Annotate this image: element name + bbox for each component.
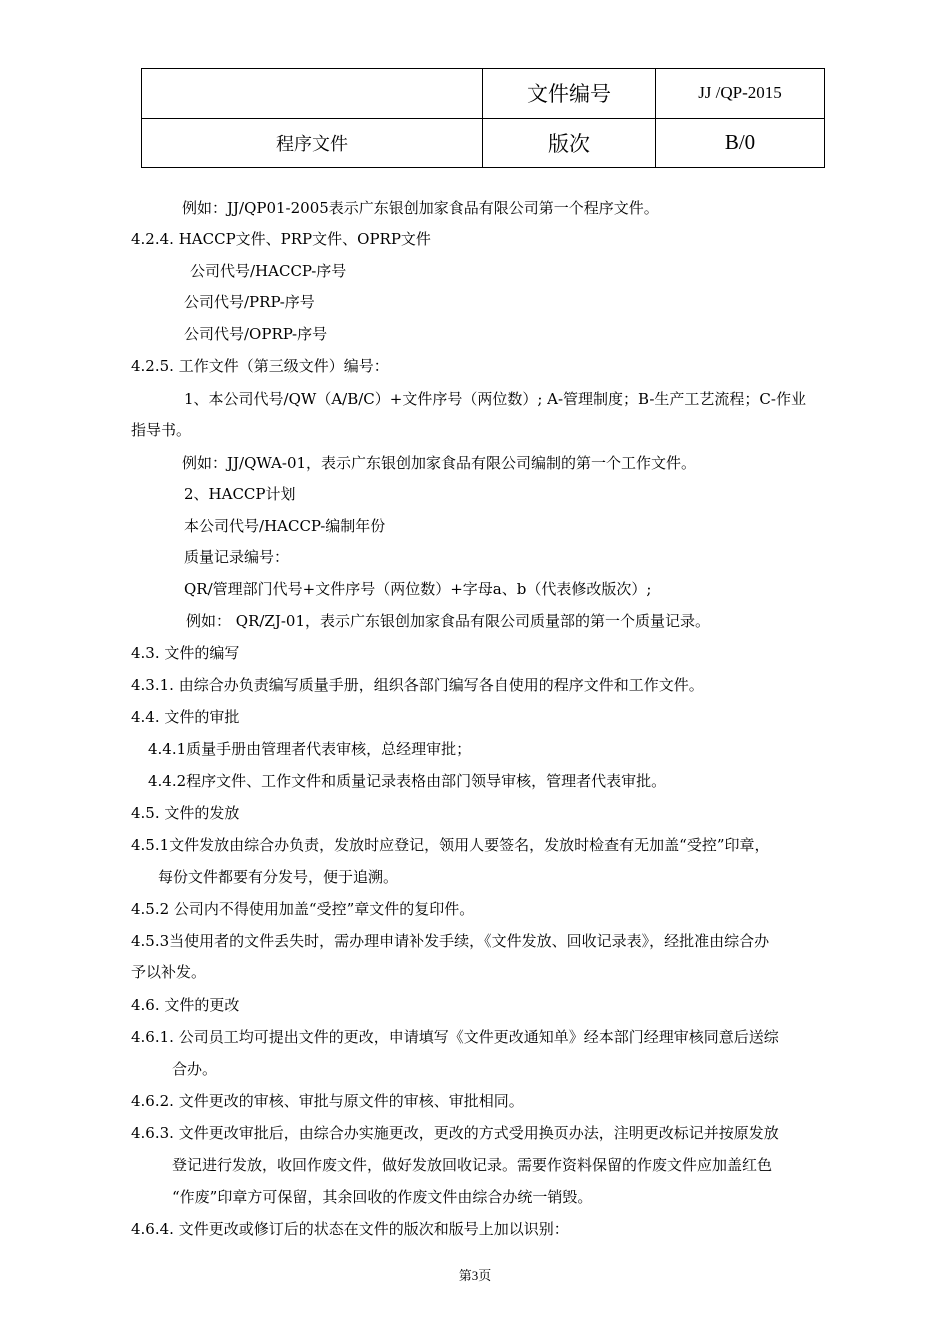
body-line: 登记进行发放，收回作废文件，做好发放回收记录。需要作资料保留的作废文件应加盖红色 bbox=[172, 1156, 773, 1174]
page-number: 第3页 bbox=[458, 1268, 492, 1283]
body-line: 例如：JJ/QWA-01，表示广东银创加家食品有限公司编制的第一个工作文件。 bbox=[182, 454, 697, 472]
document-header-table bbox=[141, 68, 825, 168]
body-line: 公司代号/OPRP-序号 bbox=[184, 325, 328, 343]
body-line: 4.5.1文件发放由综合办负责，发放时应登记，领用人要签名，发放时检查有无加盖“受控”印章， bbox=[131, 836, 770, 854]
body-line: 指导书。 bbox=[131, 421, 192, 439]
body-line: 4.6.4. 文件更改或修订后的状态在文件的版次和版号上加以识别： bbox=[131, 1220, 569, 1238]
section-heading: 4.2.4. HACCP文件、PRP文件、OPRP文件 bbox=[131, 230, 431, 248]
doc-type-cell: 程序文件 bbox=[142, 118, 483, 168]
body-line: 4.6.1. 公司员工均可提出文件的更改，申请填写《文件更改通知单》经本部门经理审核同意后送综 bbox=[131, 1028, 779, 1046]
body-line: 公司代号/HACCP-序号 bbox=[190, 262, 347, 280]
header-blank-cell bbox=[142, 69, 483, 119]
section-heading: 4.5. 文件的发放 bbox=[131, 804, 240, 822]
doc-number-label: 文件编号 bbox=[483, 69, 656, 119]
body-line: 例如：JJ/QP01-2005表示广东银创加家食品有限公司第一个程序文件。 bbox=[182, 199, 659, 217]
section-heading: 4.3. 文件的编写 bbox=[131, 644, 240, 662]
doc-number-value: JJ /QP-2015 bbox=[656, 69, 825, 119]
body-line: “作废”印章方可保留，其余回收的作废文件由综合办统一销毁。 bbox=[172, 1188, 593, 1206]
body-line: 本公司代号/HACCP-编制年份 bbox=[184, 517, 386, 535]
body-line: 4.4.2程序文件、工作文件和质量记录表格由部门领导审核，管理者代表审批。 bbox=[148, 772, 667, 790]
section-heading: 4.4. 文件的审批 bbox=[131, 708, 240, 726]
body-line: 4.6.2. 文件更改的审核、审批与原文件的审核、审批相同。 bbox=[131, 1092, 524, 1110]
section-heading: 4.6. 文件的更改 bbox=[131, 996, 240, 1014]
body-line: QR/管理部门代号+文件序号（两位数）+字母a、b（代表修改版次）; bbox=[184, 580, 652, 598]
body-line: 例如： QR/ZJ-01，表示广东银创加家食品有限公司质量部的第一个质量记录。 bbox=[186, 612, 711, 630]
body-line: 4.3.1. 由综合办负责编写质量手册，组织各部门编写各自使用的程序文件和工作文件。 bbox=[131, 676, 704, 694]
body-line: 公司代号/PRP-序号 bbox=[184, 293, 315, 311]
version-value: B/0 bbox=[656, 118, 825, 168]
body-line: 4.6.3. 文件更改审批后，由综合办实施更改，更改的方式受用换页办法，注明更改标记并按原发放 bbox=[131, 1124, 779, 1142]
header-row-2 bbox=[142, 118, 825, 168]
section-heading: 4.2.5. 工作文件（第三级文件）编号： bbox=[131, 357, 389, 375]
body-line: 予以补发。 bbox=[131, 963, 207, 981]
body-line: 合办。 bbox=[172, 1060, 218, 1078]
body-line: 质量记录编号： bbox=[184, 548, 290, 566]
header-row-1 bbox=[142, 69, 825, 119]
body-line: 4.4.1质量手册由管理者代表审核，总经理审批； bbox=[148, 740, 472, 758]
body-line: 2、HACCP计划 bbox=[184, 485, 296, 503]
body-line: 4.5.2 公司内不得使用加盖“受控”章文件的复印件。 bbox=[131, 900, 475, 918]
version-label: 版次 bbox=[483, 118, 656, 168]
body-line: 1、本公司代号/QW（A/B/C）+文件序号（两位数）; A-管理制度；B-生产工艺流程；C-作业 bbox=[184, 390, 806, 408]
body-line: 每份文件都要有分发号，便于追溯。 bbox=[158, 868, 399, 886]
body-line: 4.5.3当使用者的文件丢失时，需办理申请补发手续，《文件发放、回收记录表》，经批准由综合办 bbox=[131, 932, 770, 950]
